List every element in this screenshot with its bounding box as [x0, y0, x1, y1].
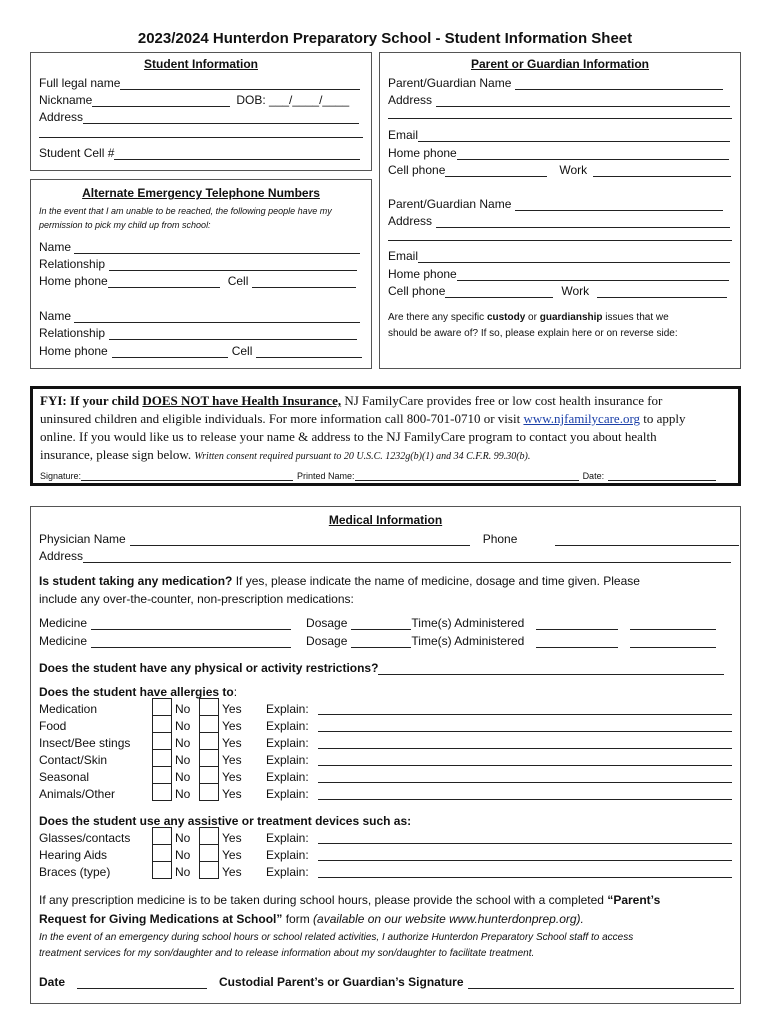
time1-field-b[interactable] — [630, 617, 716, 630]
prescription-note: If any prescription medicine is to be taken during school hours, please provide the school with a completed “Parent’s Request for Giving Medications at School” form (available on our website www.hunterdonprep.org). — [39, 893, 661, 926]
student-info-header: Student Information — [144, 57, 258, 71]
parent1-home-phone-field[interactable] — [457, 147, 729, 160]
alt1-relationship-field[interactable] — [109, 258, 357, 271]
device-no-checkbox[interactable] — [152, 827, 172, 845]
allergy-yes-checkbox[interactable] — [199, 715, 219, 733]
alt2-home-phone-label: Home phone — [39, 344, 108, 358]
allergy-explain-label: Explain: — [266, 736, 309, 750]
medical-date-label: Date — [39, 975, 66, 989]
allergy-yes-label: Yes — [222, 736, 242, 750]
alt2-relationship-field[interactable] — [109, 327, 357, 340]
full-legal-name-field[interactable] — [120, 77, 360, 90]
allergy-explain-label: Explain: — [266, 719, 309, 733]
parent2-work-label: Work — [561, 284, 590, 298]
time1-label: Time(s) Administered — [411, 616, 525, 630]
device-no-label: No — [175, 831, 191, 845]
allergy-yes-checkbox[interactable] — [199, 766, 219, 784]
fyi-printed-name-label: Printed Name: — [297, 471, 355, 481]
physician-address-field[interactable] — [83, 550, 731, 563]
allergy-explain-field[interactable] — [318, 736, 732, 749]
allergy-no-label: No — [175, 770, 191, 784]
parent2-name-field[interactable] — [515, 198, 723, 211]
alt2-name-label: Name — [39, 309, 72, 323]
physician-address-label: Address — [39, 549, 84, 563]
time2-label: Time(s) Administered — [411, 634, 525, 648]
allergy-yes-checkbox[interactable] — [199, 698, 219, 716]
allergy-no-checkbox[interactable] — [152, 766, 172, 784]
parent1-address-label: Address — [388, 93, 433, 107]
device-yes-label: Yes — [222, 831, 242, 845]
time1-field-a[interactable] — [536, 617, 618, 630]
student-address-field-2[interactable] — [39, 125, 363, 138]
allergy-no-checkbox[interactable] — [152, 783, 172, 801]
fyi-signature-field[interactable] — [81, 470, 293, 481]
allergy-label: Contact/Skin — [39, 753, 108, 767]
medicine2-field[interactable] — [91, 635, 291, 648]
allergy-label: Food — [39, 719, 67, 733]
allergy-no-label: No — [175, 787, 191, 801]
allergy-no-label: No — [175, 736, 191, 750]
dosage2-field[interactable] — [351, 635, 411, 648]
device-label: Glasses/contacts — [39, 831, 131, 845]
parent2-cell-phone-label: Cell phone — [388, 284, 446, 298]
parent2-work-field[interactable] — [597, 285, 727, 298]
allergy-no-checkbox[interactable] — [152, 698, 172, 716]
alt1-relationship-label: Relationship — [39, 257, 106, 271]
allergy-no-label: No — [175, 702, 191, 716]
allergy-explain-field[interactable] — [318, 702, 732, 715]
alt2-cell-label: Cell — [231, 344, 253, 358]
parent1-work-field[interactable] — [593, 164, 731, 177]
allergy-yes-label: Yes — [222, 702, 242, 716]
allergy-no-checkbox[interactable] — [152, 732, 172, 750]
medical-date-field[interactable] — [77, 976, 207, 989]
parent1-home-phone-label: Home phone — [388, 146, 457, 160]
alternate-contacts-header: Alternate Emergency Telephone Numbers — [82, 186, 320, 200]
time2-field-a[interactable] — [536, 635, 618, 648]
parent2-home-phone-label: Home phone — [388, 267, 457, 281]
parent2-home-phone-field[interactable] — [457, 268, 729, 281]
allergy-explain-field[interactable] — [318, 753, 732, 766]
restrictions-field[interactable] — [378, 662, 724, 675]
allergy-yes-label: Yes — [222, 719, 242, 733]
device-yes-label: Yes — [222, 848, 242, 862]
fyi-printed-name-field[interactable] — [355, 470, 579, 481]
device-no-label: No — [175, 848, 191, 862]
alt2-cell-field[interactable] — [256, 345, 362, 358]
alt2-name-field[interactable] — [74, 310, 360, 323]
parent1-work-label: Work — [559, 163, 588, 177]
parent1-name-label: Parent/Guardian Name — [388, 76, 512, 90]
medicine1-field[interactable] — [91, 617, 291, 630]
allergy-yes-checkbox[interactable] — [199, 749, 219, 767]
alt1-name-label: Name — [39, 240, 72, 254]
allergy-explain-field[interactable] — [318, 787, 732, 800]
parent1-cell-phone-field[interactable] — [445, 164, 547, 177]
medicine2-label: Medicine — [39, 634, 88, 648]
allergy-explain-field[interactable] — [318, 719, 732, 732]
dosage1-field[interactable] — [351, 617, 411, 630]
guardian-signature-label: Custodial Parent’s or Guardian’s Signature — [219, 975, 464, 989]
allergy-explain-label: Explain: — [266, 770, 309, 784]
device-yes-checkbox[interactable] — [199, 827, 219, 845]
parent1-address-field-2[interactable] — [388, 106, 732, 119]
parent2-address-label: Address — [388, 214, 433, 228]
parent2-email-field[interactable] — [418, 250, 730, 263]
allergy-label: Insect/Bee stings — [39, 736, 131, 750]
device-explain-field[interactable] — [318, 865, 732, 878]
allergy-yes-label: Yes — [222, 787, 242, 801]
allergy-no-label: No — [175, 753, 191, 767]
fyi-date-field[interactable] — [608, 470, 716, 481]
medication-question: Is student taking any medication? If yes, please indicate the name of medicine, dosage and time given. Please include any over-the-counter, non-prescription medications: — [39, 574, 640, 606]
allergies-question: Does the student have allergies to — [39, 685, 234, 699]
allergy-explain-label: Explain: — [266, 787, 309, 801]
alt2-home-phone-field[interactable] — [112, 345, 228, 358]
custody-question: Are there any specific custody or guardianship issues that we should be aware of? If so, please explain here or on reverse side: — [388, 312, 678, 339]
page-title: 2023/2024 Hunterdon Preparatory School - Student Information Sheet — [137, 30, 633, 47]
alt1-name-field[interactable] — [74, 241, 360, 254]
alt1-home-phone-label: Home phone — [39, 274, 108, 288]
parent2-address-field[interactable] — [436, 215, 730, 228]
allergy-explain-field[interactable] — [318, 770, 732, 783]
physician-phone-field[interactable] — [555, 533, 739, 546]
allergy-yes-label: Yes — [222, 753, 242, 767]
parent2-address-field-2[interactable] — [388, 228, 732, 241]
parent2-name-label: Parent/Guardian Name — [388, 197, 512, 211]
parent1-name-field[interactable] — [515, 77, 723, 90]
devices-question: Does the student use any assistive or treatment devices such as: — [39, 814, 412, 828]
device-label: Braces (type) — [39, 865, 111, 879]
nickname-label: Nickname — [39, 93, 93, 107]
parent2-cell-phone-field[interactable] — [445, 285, 553, 298]
device-label: Hearing Aids — [39, 848, 108, 862]
nickname-field[interactable] — [92, 94, 230, 107]
physician-phone-label: Phone — [482, 532, 518, 546]
device-no-checkbox[interactable] — [152, 861, 172, 879]
device-explain-label: Explain: — [266, 831, 309, 845]
allergy-label: Seasonal — [39, 770, 90, 784]
allergy-yes-checkbox[interactable] — [199, 783, 219, 801]
student-address-label: Address — [39, 110, 84, 124]
allergy-explain-label: Explain: — [266, 702, 309, 716]
medical-info-header: Medical Information — [328, 513, 443, 527]
alt1-home-phone-field[interactable] — [108, 275, 220, 288]
dosage1-label: Dosage — [306, 616, 348, 630]
device-explain-label: Explain: — [266, 848, 309, 862]
guardian-signature-field[interactable] — [468, 976, 734, 989]
emergency-authorization: In the event of an emergency during school hours or school related activities, I authorize Hunterdon Preparatory School staff to access treatment services for my son/daughter and to release information about my son/daughter to facilitate treatment. — [39, 932, 634, 959]
physician-name-label: Physician Name — [39, 532, 126, 546]
alternate-contacts-note: In the event that I am unable to be reached, the following people have my permission to pick my child up from school: — [39, 206, 332, 230]
allergy-label: Medication — [39, 702, 98, 716]
device-no-checkbox[interactable] — [152, 844, 172, 862]
physician-name-field[interactable] — [130, 533, 470, 546]
allergy-no-label: No — [175, 719, 191, 733]
allergy-no-checkbox[interactable] — [152, 715, 172, 733]
alt1-cell-field[interactable] — [252, 275, 356, 288]
parent1-cell-phone-label: Cell phone — [388, 163, 446, 177]
allergy-yes-checkbox[interactable] — [199, 732, 219, 750]
allergy-label: Animals/Other — [39, 787, 116, 801]
medicine1-label: Medicine — [39, 616, 88, 630]
restrictions-question: Does the student have any physical or activity restrictions? — [39, 661, 379, 675]
device-yes-label: Yes — [222, 865, 242, 879]
device-yes-checkbox[interactable] — [199, 844, 219, 862]
device-no-label: No — [175, 865, 191, 879]
parent1-email-label: Email — [388, 128, 419, 142]
student-cell-label: Student Cell # — [39, 146, 115, 160]
njfamilycare-link[interactable]: www.njfamilycare.org — [523, 411, 641, 426]
fyi-date-label: Date: — [582, 471, 605, 481]
device-explain-field[interactable] — [318, 848, 732, 861]
fyi-signature-label: Signature: — [40, 471, 82, 481]
full-legal-name-label: Full legal name — [39, 76, 121, 90]
parent-info-header: Parent or Guardian Information — [470, 57, 650, 71]
allergy-explain-label: Explain: — [266, 753, 309, 767]
device-explain-label: Explain: — [266, 865, 309, 879]
allergy-no-checkbox[interactable] — [152, 749, 172, 767]
device-explain-field[interactable] — [318, 831, 732, 844]
allergy-yes-label: Yes — [222, 770, 242, 784]
student-cell-field[interactable] — [114, 147, 360, 160]
alt1-cell-label: Cell — [227, 274, 249, 288]
dosage2-label: Dosage — [306, 634, 348, 648]
fyi-text: FYI: If your child DOES NOT have Health Insurance, NJ FamilyCare provides free or low cost health insurance for uninsured children and eligible individuals. For more information call 800-701-0710 or visit www.njfamilycare.org to apply online. If you would like us to release your name & address to the NJ FamilyCare program to contact you about health insurance, please sign below. Written consent required pursuant to 20 U.S.C. 1232g(b)(1) and 34 C.F.R. 99.30(b). — [40, 393, 686, 462]
time2-field-b[interactable] — [630, 635, 716, 648]
dob-field[interactable]: DOB: ___/____/____ — [236, 93, 350, 107]
parent1-email-field[interactable] — [418, 129, 730, 142]
device-yes-checkbox[interactable] — [199, 861, 219, 879]
parent2-email-label: Email — [388, 249, 419, 263]
alt2-relationship-label: Relationship — [39, 326, 106, 340]
student-address-field[interactable] — [83, 111, 359, 124]
